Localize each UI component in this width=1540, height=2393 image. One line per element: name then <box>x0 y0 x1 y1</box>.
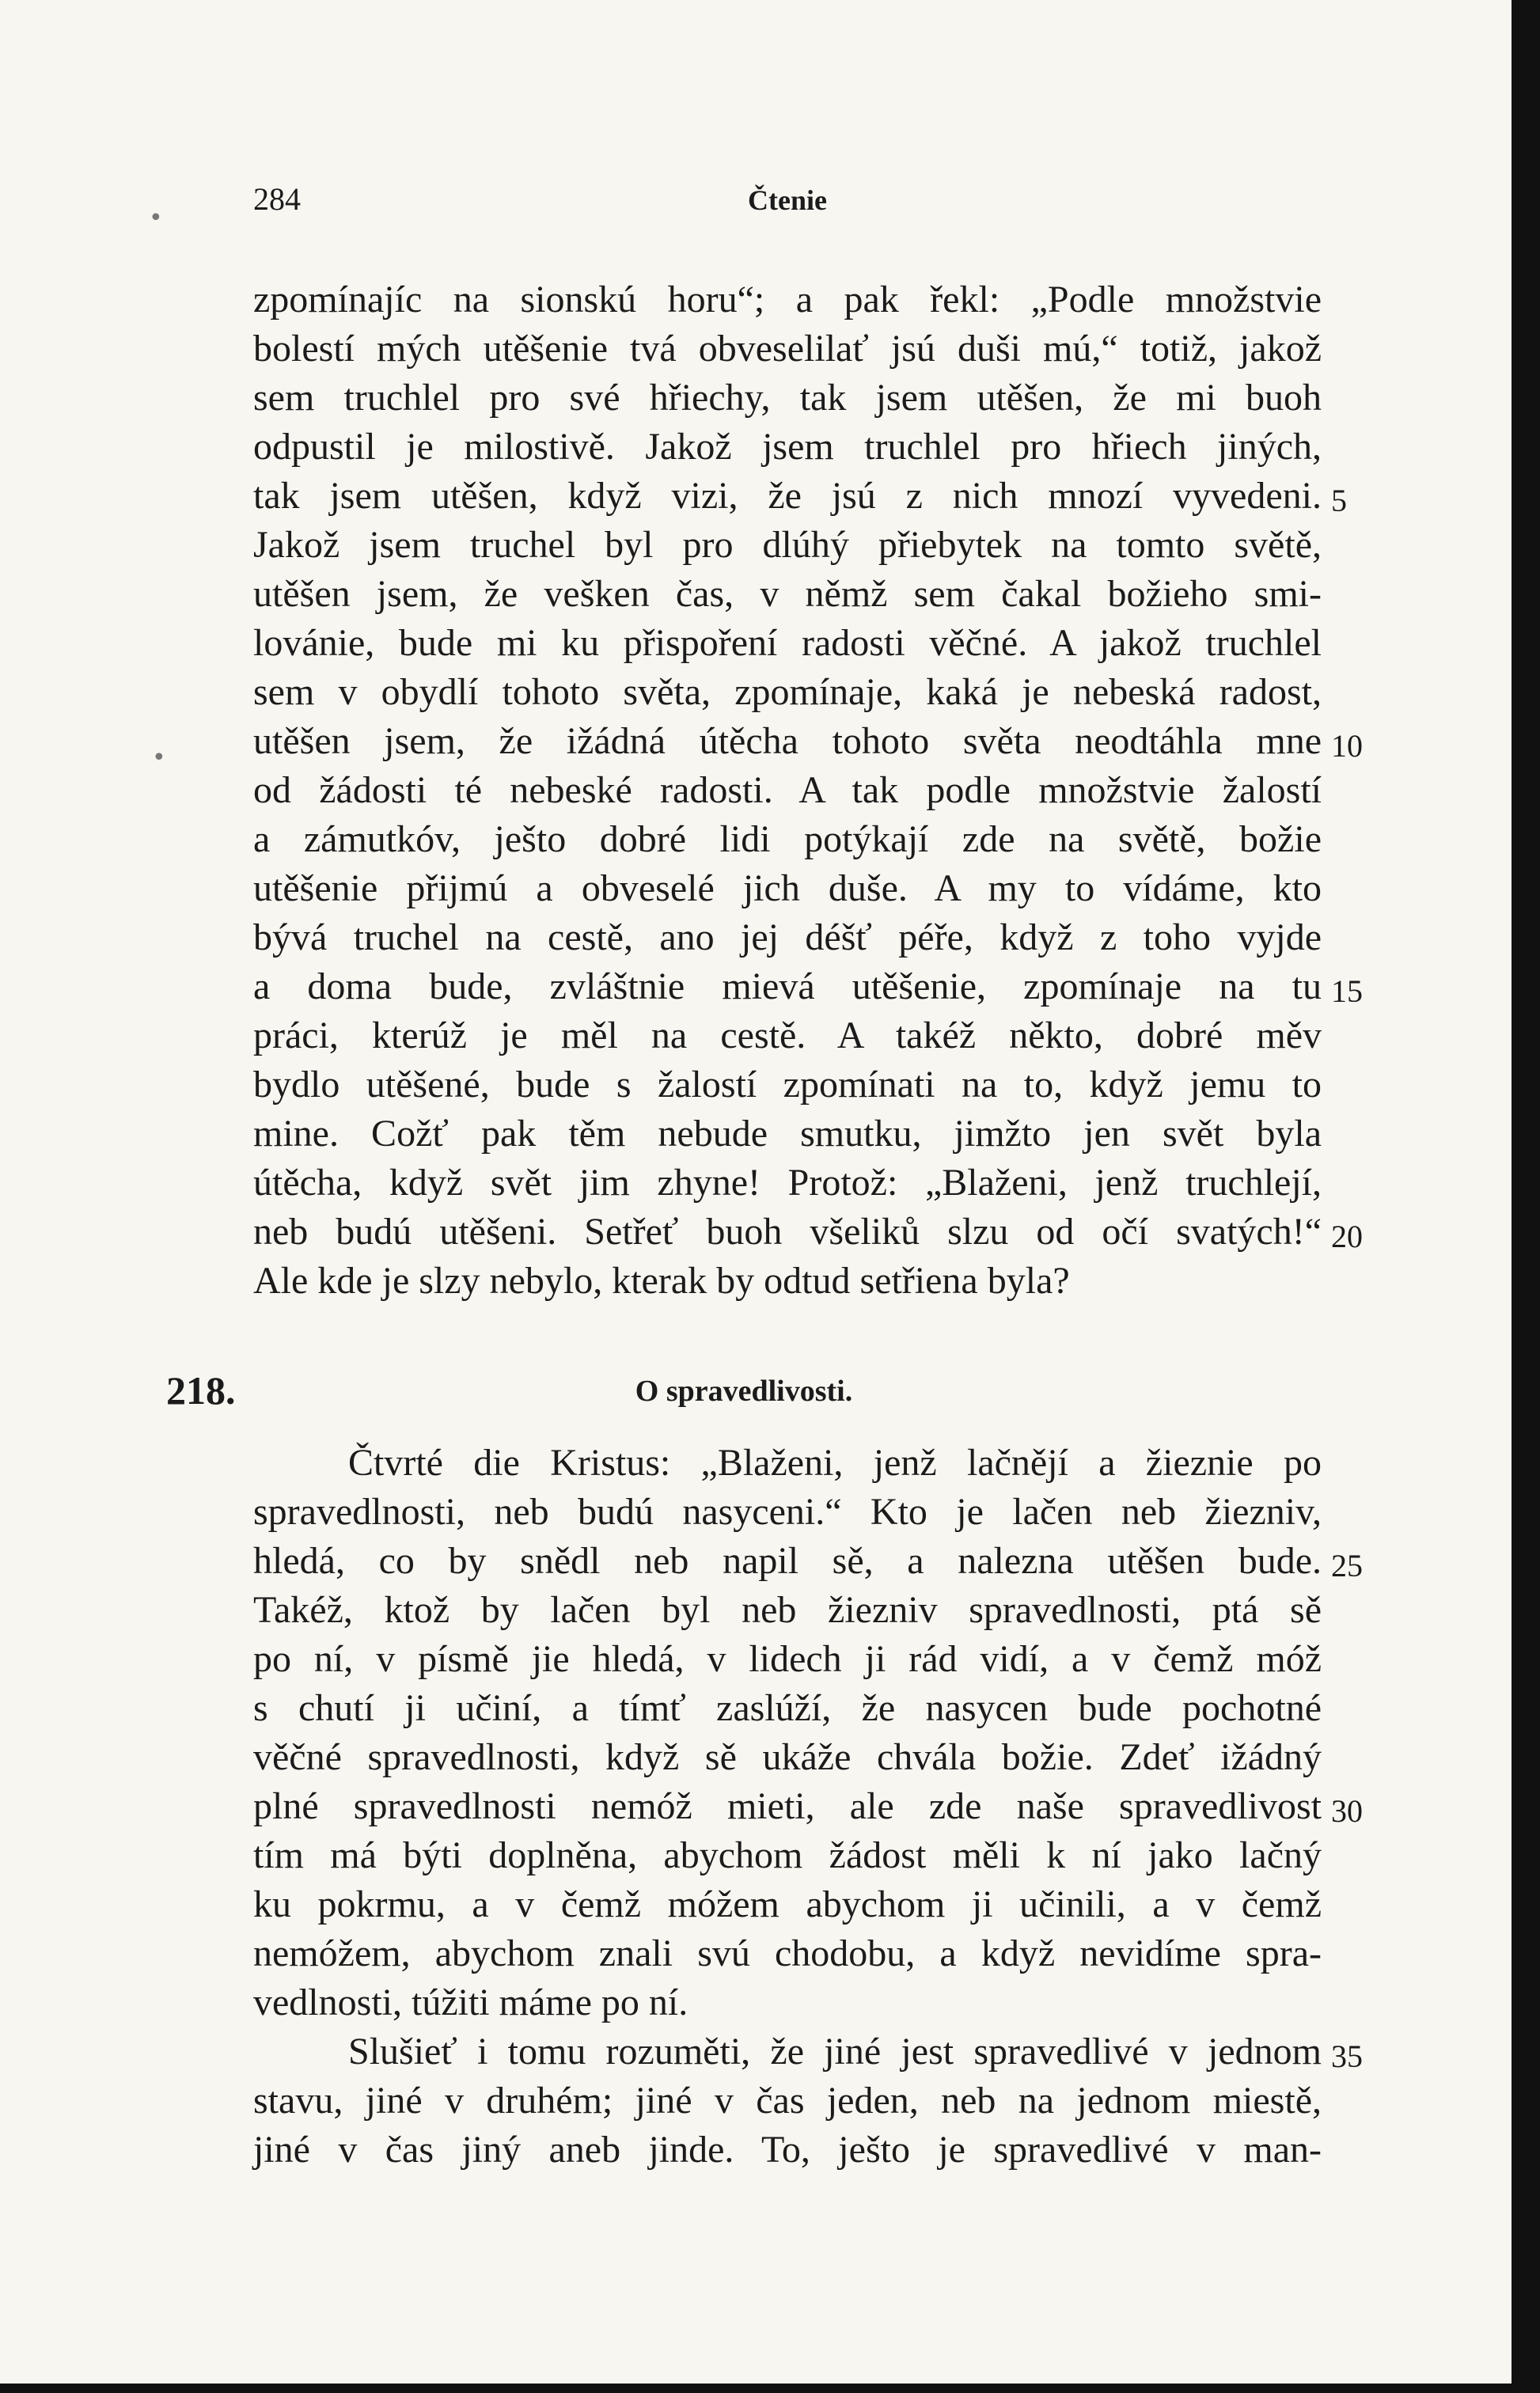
text-line: věčné spravedlnosti, když sě ukáže chvála božie. Zdeť ižádný <box>253 1736 1322 1778</box>
line-number: 35 <box>1331 2038 1363 2074</box>
text-line: bolestí mých utěšenie tvá obveselilať jsú duši mú,“ totiž, jakož <box>253 328 1322 370</box>
text-line: spravedlnosti, neb budú nasyceni.“ Kto je lačen neb žiezniv, <box>253 1491 1322 1533</box>
line-text: plné spravedlnosti nemóž mieti, ale zde naše spravedlivost <box>253 1785 1322 1827</box>
text-line: s chutí ji učiní, a tímť zaslúží, že nasycen bude pochotné <box>253 1687 1322 1729</box>
text-line: bývá truchel na cestě, ano jej déšť péře, když z toho vyjde <box>253 916 1322 958</box>
line-number: 20 <box>1331 1219 1363 1254</box>
text-line: tím má býti doplněna, abychom žádost měli k ní jako lačný <box>253 1834 1322 1876</box>
text-line: zpomínajíc na sionskú horu“; a pak řekl: „Podle množstvie <box>253 279 1322 320</box>
section-heading <box>166 1367 1322 1423</box>
line-number: 10 <box>1331 728 1363 764</box>
line-number: 5 <box>1331 483 1347 518</box>
text-line: utěšen jsem, že veškеn čas, v němž sem čakal božieho smi- <box>253 573 1322 615</box>
text-line: nemóžem, abychom znali svú chodobu, a když nevidíme spra- <box>253 1932 1322 1974</box>
line-text: tak jsem utěšen, když vizi, že jsú z nich mnozí vyvedeni. <box>253 475 1322 517</box>
section-title: O spravedlivosti. <box>635 1375 853 1408</box>
text-line: a zámutkóv, ješto dobré lidi potýkají zde na světě, božie <box>253 818 1322 860</box>
text-line <box>253 1782 1363 1831</box>
page-speck: • <box>152 744 166 772</box>
line-text: utěšen jsem, že ižádná útěcha tohoto světa neodtáhla mne <box>253 720 1322 762</box>
text-line <box>253 472 1347 521</box>
text-line <box>253 717 1363 766</box>
text-line: útěcha, když svět jim zhyne! Protož: „Blaženi, jenž truchlejí, <box>253 1162 1322 1204</box>
text-line: lovánie, bude mi ku přispoření radosti věčné. A jakož truchlel <box>253 622 1322 664</box>
line-text: hledá, co by snědl neb napil sě, a nalezna utěšen bude. <box>253 1540 1322 1582</box>
line-text: a doma bude, zvláštnie mievá utěšenie, zpomínaje na tu <box>253 965 1322 1007</box>
page-speck: • <box>149 204 163 232</box>
section-number: 218. <box>166 1368 236 1413</box>
line-text: Slušieť i tomu rozuměti, že jiné jest spravedlivé v jednom <box>348 2031 1322 2073</box>
text-line <box>253 1537 1363 1586</box>
text-block-1 <box>253 275 1363 1306</box>
text-line: ku pokrmu, a v čemž móžem abychom ji učinili, a v čemž <box>253 1883 1322 1925</box>
text-line: bydlo utěšené, bude s žalostí zpomínati na to, když jemu to <box>253 1064 1322 1105</box>
text-line: Takéž, ktož by lačen byl neb žiezniv spravedlnosti, ptá sě <box>253 1589 1322 1631</box>
text-line: Jakož jsem truchel byl pro dlúhý přiebytek na tomto světě, <box>253 524 1322 566</box>
text-line: od žádosti té nebeské radosti. A tak podle množstvie žalostí <box>253 769 1322 811</box>
text-line <box>253 2027 1363 2076</box>
running-head: Čtenie <box>748 184 827 216</box>
line-text: neb budú utěšeni. Setřeť buoh všeliků slzu od očí svatých!“ <box>253 1211 1322 1253</box>
text-line: po ní, v písmě jie hledá, v lidech ji rád vidí, a v čemž móž <box>253 1638 1322 1680</box>
text-line: stavu, jiné v druhém; jiné v čas jeden, neb na jednom miestě, <box>253 2080 1322 2122</box>
text-line: utěšenie přijmú a obveselé jich duše. A my to vídáme, kto <box>253 867 1322 909</box>
text-line: Čtvrté die Kristus: „Blaženi, jenž lačnějí a žieznie po <box>348 1442 1322 1484</box>
text-line: odpustil je milostivě. Jakož jsem truchlel pro hřiech jiných, <box>253 426 1322 468</box>
line-number: 30 <box>1331 1793 1363 1829</box>
text-line: sem v obydlí tohoto světa, zpomínaje, kaká je nebeská radost, <box>253 671 1322 713</box>
text-line: práci, kterúž je měl na cestě. A takéž někto, dobré měv <box>253 1014 1322 1056</box>
text-block-2 <box>253 1439 1363 2175</box>
text-line: sem truchlel pro své hřiechy, tak jsem utěšen, že mi buoh <box>253 377 1322 419</box>
text-line: jiné v čas jiný aneb jinde. To, ješto je spravedlivé v man- <box>253 2129 1322 2171</box>
line-number: 25 <box>1331 1548 1363 1583</box>
page-header <box>253 180 1322 228</box>
text-line <box>253 1208 1363 1257</box>
page-number: 284 <box>253 181 301 217</box>
line-number: 15 <box>1331 973 1363 1009</box>
text-line <box>253 962 1363 1011</box>
text-line: Ale kde je slzy nebylo, kterak by odtud setřiena byla? <box>253 1260 1070 1302</box>
text-line: mine. Cožť pak těm nebude smutku, jimžto jen svět byla <box>253 1113 1322 1155</box>
text-line: vedlnosti, túžiti máme po ní. <box>253 1982 688 2023</box>
